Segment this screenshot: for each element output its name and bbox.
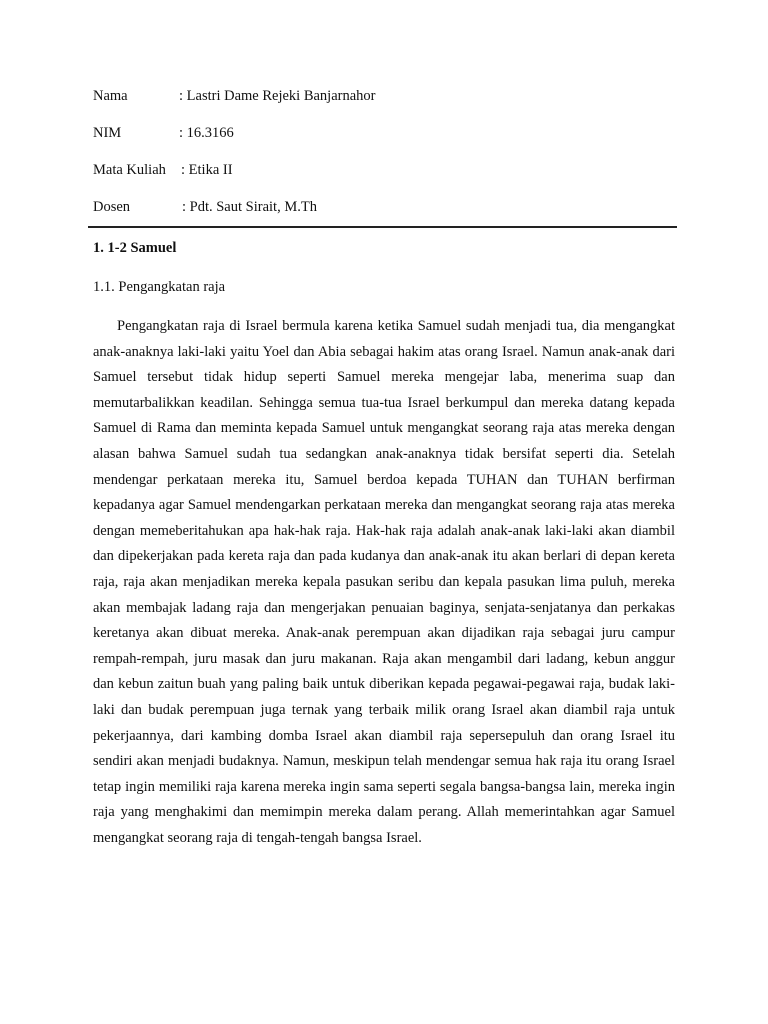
- course-row: [93, 161, 233, 179]
- name-row: [93, 87, 376, 105]
- nim-row: [93, 124, 234, 142]
- subsection-heading: 1.1. Pengangkatan raja: [93, 279, 226, 295]
- course-label: Mata Kuliah: [93, 162, 166, 178]
- lecturer-value: : Pdt. Saut Sirait, M.Th: [182, 199, 317, 215]
- name-label: Nama: [93, 88, 128, 104]
- nim-value: : 16.3166: [179, 125, 234, 141]
- body-paragraph: Pengangkatan raja di Israel bermula karena ketika Samuel sudah menjadi tua, dia mengangkat anak-anaknya laki-laki yaitu Yoel dan Abia sebagai hakim atas orang Israel. Namun anak-anak dari Samuel tersebut tidak hidup seperti Samuel mereka mengejar laba, menerima suap dan memutarbalikkan keadilan. Sehingga semua tua-tua Israel berkumpul dan mereka datang kepada Samuel di Rama dan meminta kepada Samuel untuk mengangkat seorang raja atas mereka dengan alasan bahwa Samuel sudah tua sedangkan anak-anaknya tidak bersifat seperti dia. Setelah mendengar perkataan mereka itu, Samuel berdoa kepada TUHAN dan TUHAN berfirman kepadanya agar Samuel mendengarkan perkataan mereka dan mengangkat seorang raja atas mereka dengan memeberitahukan apa hak-hak raja. Hak-hak raja adalah anak-anak laki-laki akan diambil dan dipekerjakan pada kereta raja dan pada kudanya dan anak-anak itu akan berlari di depan kereta raja, raja akan menjadikan mereka kepala pasukan seribu dan kepala pasukan lima puluh, mereka akan membajak ladang raja dan mengerjakan penuaian baginya, senjata-senjatanya dan perkakas keretanya akan dibuat mereka. Anak-anak perempuan akan dijadikan raja sebagai juru campur rempah-rempah, juru masak dan juru makanan. Raja akan mengambil dari ladang, kebun anggur dan kebun zaitun buah yang paling baik untuk diberikan kepada pegawai-pegawai raja, budak laki-laki dan budak perempuan juga ternak yang terbaik milik orang Israel akan diambil raja untuk pekerjaannya, dari kambing domba Israel akan diambil raja sepersepuluh dan orang Israel itu sendiri akan menjadi budaknya. Namun, meskipun telah mendengar semua hak raja itu orang Israel tetap ingin memiliki raja karena mereka ingin sama seperti segala bangsa-bangsa lain, mereka ingin raja yang menghakimi dan memimpin mereka dalam perang. Allah memerintahkan agar Samuel mengangkat seorang raja di tengah-tengah bangsa Israel.: [93, 318, 675, 846]
- lecturer-row: [93, 198, 317, 216]
- header-divider: [88, 226, 677, 228]
- section-heading: 1. 1-2 Samuel: [93, 240, 177, 256]
- name-value: : Lastri Dame Rejeki Banjarnahor: [179, 88, 376, 104]
- lecturer-label: Dosen: [93, 199, 131, 215]
- course-value: : Etika II: [181, 162, 233, 178]
- nim-label: NIM: [93, 125, 122, 141]
